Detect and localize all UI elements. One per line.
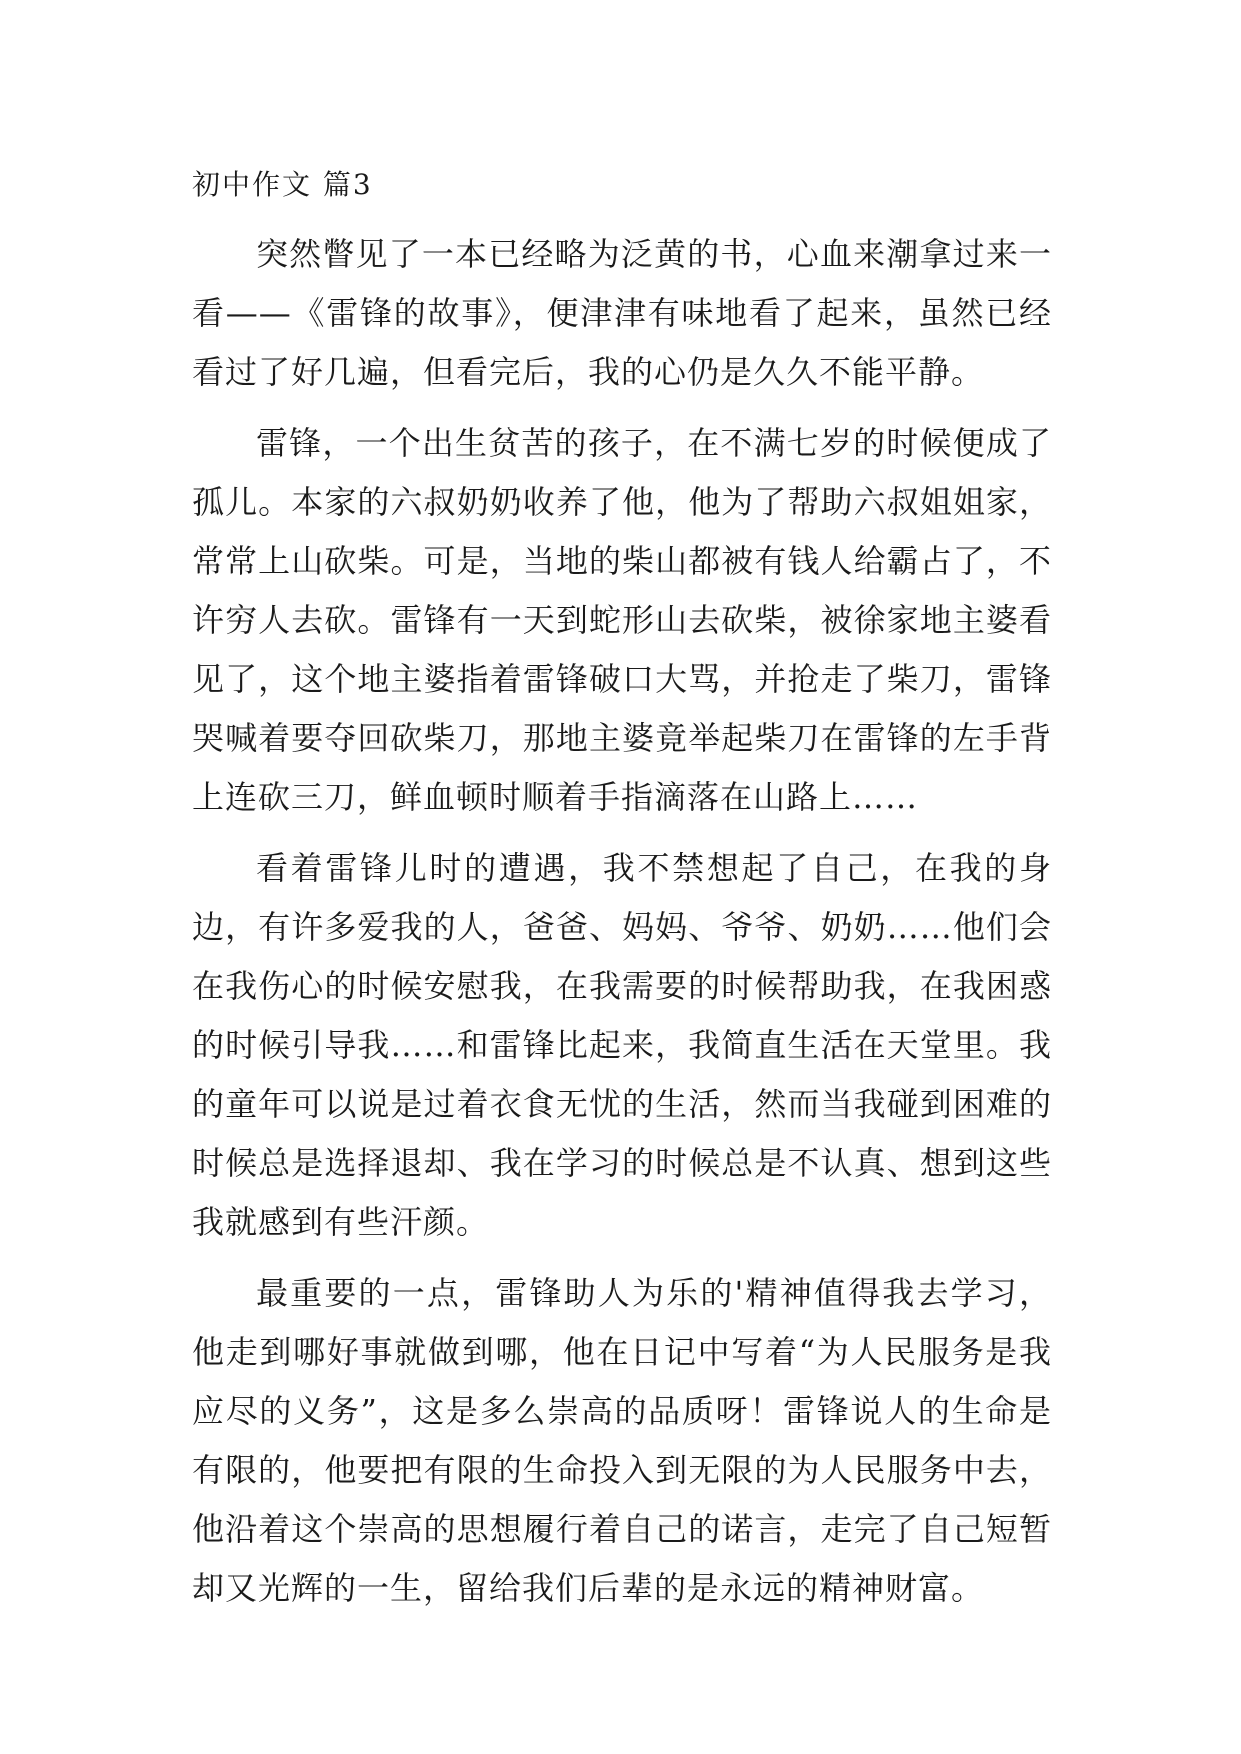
document-title: 初中作文 篇3 xyxy=(192,168,373,201)
document-page xyxy=(192,165,1052,1630)
paragraph-2: 雷锋，一个出生贫苦的孩子，在不满七岁的时候便成了孤儿。本家的六叔奶奶收养了他，他为了帮助六叔姐姐家，常常上山砍柴。可是，当地的柴山都被有钱人给霸占了，不许穷人去砍。雷锋有一天到蛇形山去砍柴，被徐家地主婆看见了，这个地主婆指着雷锋破口大骂，并抢走了柴刀，雷锋哭喊着要夺回砍柴刀，那地主婆竟举起柴刀在雷锋的左手背上连砍三刀，鲜血顿时顺着手指滴落在山路上…… xyxy=(192,424,1052,816)
paragraph-3: 看着雷锋儿时的遭遇，我不禁想起了自己，在我的身边，有许多爱我的人，爸爸、妈妈、爷爷、奶奶……他们会在我伤心的时候安慰我，在我需要的时候帮助我，在我困惑的时候引导我……和雷锋比起来，我简直生活在天堂里。我的童年可以说是过着衣食无忧的生活，然而当我碰到困难的时候总是选择退却、我在学习的时候总是不认真、想到这些我就感到有些汗颜。 xyxy=(192,849,1052,1241)
paragraph-4: 最重要的一点，雷锋助人为乐的'精神值得我去学习，他走到哪好事就做到哪，他在日记中写着“为人民服务是我应尽的义务”，这是多么崇高的品质呀！雷锋说人的生命是有限的，他要把有限的生命投入到无限的为人民服务中去，他沿着这个崇高的思想履行着自己的诺言，走完了自己短暂却又光辉的一生，留给我们后辈的是永远的精神财富。 xyxy=(192,1274,1052,1607)
paragraph-1: 突然瞥见了一本已经略为泛黄的书，心血来潮拿过来一看——《雷锋的故事》，便津津有味地看了起来，虽然已经看过了好几遍，但看完后，我的心仍是久久不能平静。 xyxy=(192,235,1052,391)
